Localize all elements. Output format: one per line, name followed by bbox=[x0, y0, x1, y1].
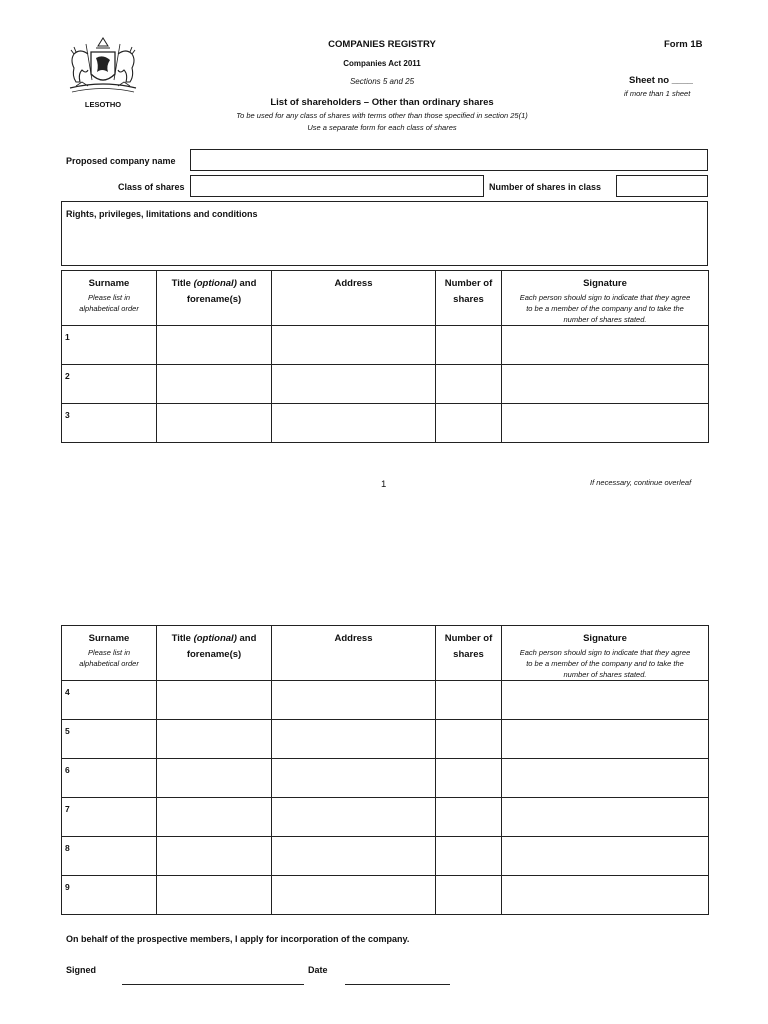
forename-cell[interactable] bbox=[157, 837, 272, 876]
title-header: Title (optional) and forename(s) bbox=[157, 271, 272, 326]
shares-cell[interactable] bbox=[436, 759, 502, 798]
surname-cell[interactable] bbox=[62, 365, 157, 404]
forename-cell[interactable] bbox=[157, 326, 272, 365]
table-row bbox=[62, 876, 709, 915]
row-number: 6 bbox=[65, 765, 70, 775]
instruction-2: Use a separate form for each class of shares bbox=[307, 123, 457, 132]
declaration-text: On behalf of the prospective members, I apply for incorporation of the company. bbox=[66, 934, 410, 944]
address-cell[interactable] bbox=[272, 720, 436, 759]
address-header: Address bbox=[272, 626, 436, 681]
forename-cell[interactable] bbox=[157, 798, 272, 837]
title-header: Title (optional) and forename(s) bbox=[157, 626, 272, 681]
company-name-label: Proposed company name bbox=[66, 156, 176, 166]
date-label: Date bbox=[308, 965, 328, 975]
signature-line[interactable] bbox=[122, 984, 304, 985]
shares-cell[interactable] bbox=[436, 681, 502, 720]
signature-header: Signature Each person should sign to indicate that they agree to be a member of the company and to take the number of shares stated. bbox=[502, 271, 709, 326]
address-cell[interactable] bbox=[272, 681, 436, 720]
company-name-field[interactable] bbox=[190, 149, 708, 171]
forename-cell[interactable] bbox=[157, 365, 272, 404]
surname-cell[interactable] bbox=[62, 720, 157, 759]
signature-header: Signature Each person should sign to indicate that they agree to be a member of the company and to take the number of shares stated. bbox=[502, 626, 709, 681]
form-number: Form 1B bbox=[664, 39, 703, 50]
number-in-class-field[interactable] bbox=[616, 175, 708, 197]
table-row bbox=[62, 681, 709, 720]
surname-cell[interactable] bbox=[62, 798, 157, 837]
shares-cell[interactable] bbox=[436, 720, 502, 759]
table-header-row bbox=[62, 271, 709, 326]
row-number: 9 bbox=[65, 882, 70, 892]
shareholders-table-2 bbox=[61, 625, 709, 915]
shareholders-table-1 bbox=[61, 270, 709, 443]
registry-title: COMPANIES REGISTRY bbox=[328, 39, 436, 50]
form-title: List of shareholders – Other than ordinary shares bbox=[270, 97, 494, 108]
address-header: Address bbox=[272, 271, 436, 326]
surname-cell[interactable] bbox=[62, 837, 157, 876]
number-in-class-label: Number of shares in class bbox=[489, 182, 602, 192]
table-row bbox=[62, 326, 709, 365]
row-number: 1 bbox=[65, 332, 70, 342]
surname-cell[interactable] bbox=[62, 326, 157, 365]
surname-cell[interactable] bbox=[62, 681, 157, 720]
coat-of-arms-icon bbox=[62, 36, 144, 100]
shares-cell[interactable] bbox=[436, 876, 502, 915]
rights-box[interactable] bbox=[61, 201, 708, 266]
forename-cell[interactable] bbox=[157, 404, 272, 443]
shares-cell[interactable] bbox=[436, 404, 502, 443]
surname-header: Surname Please list in alphabetical order bbox=[62, 271, 157, 326]
table-row bbox=[62, 404, 709, 443]
signature-cell[interactable] bbox=[502, 365, 709, 404]
rights-label: Rights, privileges, limitations and conditions bbox=[66, 209, 258, 219]
row-number: 3 bbox=[65, 410, 70, 420]
signature-cell[interactable] bbox=[502, 681, 709, 720]
forename-cell[interactable] bbox=[157, 759, 272, 798]
address-cell[interactable] bbox=[272, 326, 436, 365]
row-number: 2 bbox=[65, 371, 70, 381]
forename-cell[interactable] bbox=[157, 876, 272, 915]
address-cell[interactable] bbox=[272, 876, 436, 915]
surname-cell[interactable] bbox=[62, 759, 157, 798]
number-header: Number of shares bbox=[436, 271, 502, 326]
surname-cell[interactable] bbox=[62, 876, 157, 915]
address-cell[interactable] bbox=[272, 365, 436, 404]
signature-cell[interactable] bbox=[502, 876, 709, 915]
signature-cell[interactable] bbox=[502, 326, 709, 365]
act-name: Companies Act 2011 bbox=[343, 59, 421, 68]
forename-cell[interactable] bbox=[157, 681, 272, 720]
class-of-shares-field[interactable] bbox=[190, 175, 484, 197]
signature-cell[interactable] bbox=[502, 720, 709, 759]
page-number: 1 bbox=[381, 479, 387, 490]
shares-cell[interactable] bbox=[436, 326, 502, 365]
address-cell[interactable] bbox=[272, 404, 436, 443]
signature-cell[interactable] bbox=[502, 404, 709, 443]
address-cell[interactable] bbox=[272, 798, 436, 837]
crest-label: LESOTHO bbox=[84, 100, 122, 109]
row-number: 7 bbox=[65, 804, 70, 814]
table-row bbox=[62, 365, 709, 404]
signature-cell[interactable] bbox=[502, 798, 709, 837]
row-number: 5 bbox=[65, 726, 70, 736]
shares-cell[interactable] bbox=[436, 837, 502, 876]
address-cell[interactable] bbox=[272, 759, 436, 798]
forename-cell[interactable] bbox=[157, 720, 272, 759]
surname-header: Surname Please list in alphabetical order bbox=[62, 626, 157, 681]
sections: Sections 5 and 25 bbox=[349, 77, 415, 86]
table-row bbox=[62, 798, 709, 837]
sheet-no-note: if more than 1 sheet bbox=[624, 89, 691, 98]
surname-cell[interactable] bbox=[62, 404, 157, 443]
signature-cell[interactable] bbox=[502, 759, 709, 798]
date-line[interactable] bbox=[345, 984, 450, 985]
class-of-shares-label: Class of shares bbox=[118, 182, 185, 192]
shares-cell[interactable] bbox=[436, 365, 502, 404]
lesotho-crest bbox=[62, 36, 144, 110]
table-row bbox=[62, 720, 709, 759]
table-header-row bbox=[62, 626, 709, 681]
row-number: 8 bbox=[65, 843, 70, 853]
row-number: 4 bbox=[65, 687, 70, 697]
signature-cell[interactable] bbox=[502, 837, 709, 876]
continue-note: If necessary, continue overleaf bbox=[590, 478, 692, 487]
shares-cell[interactable] bbox=[436, 798, 502, 837]
instruction-1: To be used for any class of shares with terms other than those specified in section 25(1) bbox=[236, 111, 528, 120]
table-row bbox=[62, 759, 709, 798]
table-row bbox=[62, 837, 709, 876]
sheet-no-label: Sheet no ____ bbox=[629, 75, 693, 86]
address-cell[interactable] bbox=[272, 837, 436, 876]
number-header: Number of shares bbox=[436, 626, 502, 681]
signed-label: Signed bbox=[66, 965, 97, 975]
